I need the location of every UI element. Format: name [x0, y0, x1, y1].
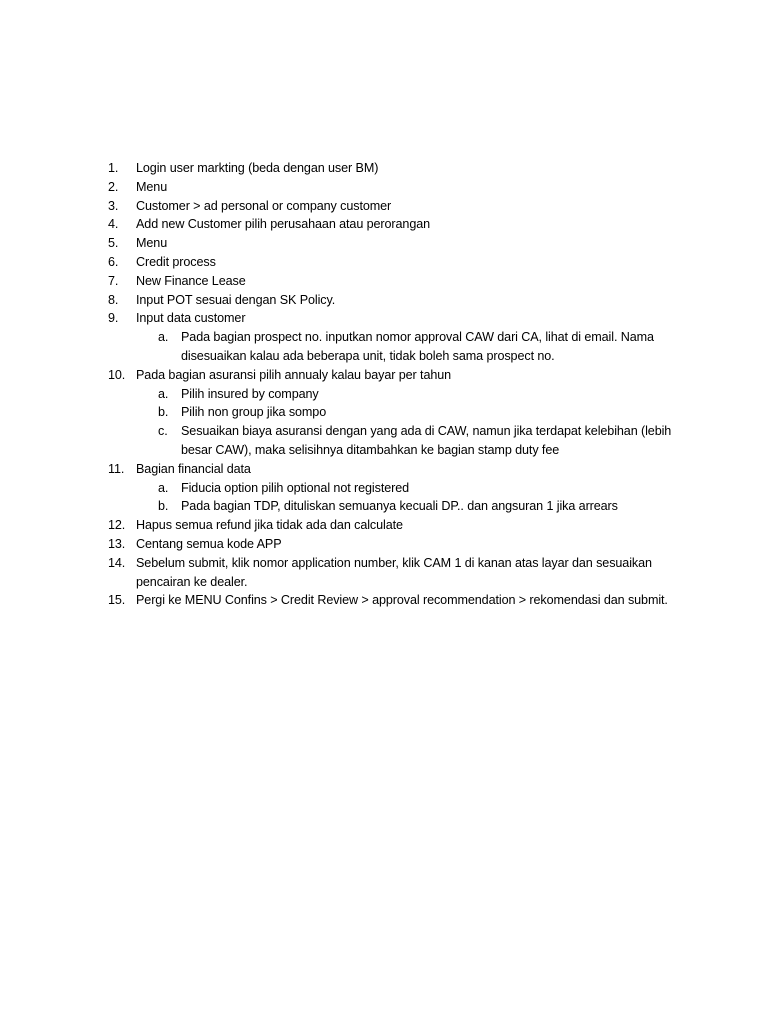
sub-list-letter: a.	[158, 330, 169, 345]
list-text: Customer > ad personal or company customer	[136, 198, 392, 213]
list-text: Input data customer	[136, 311, 246, 326]
list-number: 11.	[108, 461, 125, 476]
list-text: Input POT sesuai dengan SK Policy.	[136, 292, 336, 307]
list-number: 15.	[108, 593, 126, 608]
list-item	[108, 197, 708, 216]
list-number: 3.	[108, 198, 119, 213]
list-text: Hapus semua refund jika tidak ada dan calculate	[136, 518, 403, 533]
list-item	[108, 309, 708, 328]
sub-list-letter: c.	[158, 424, 168, 439]
list-text: Pergi ke MENU Confins > Credit Review > approval recommendation > rekomendasi dan submit.	[136, 593, 668, 608]
list-text: Centang semua kode APP	[136, 536, 282, 551]
list-number: 1.	[108, 161, 119, 175]
list-item	[108, 234, 708, 253]
list-item	[108, 516, 708, 535]
list-number: 10.	[108, 367, 126, 382]
sub-list-text: Fiducia option pilih optional not registered	[181, 480, 410, 495]
list-text: Pada bagian asuransi pilih annualy kalau bayar per tahun	[136, 367, 452, 382]
list-number: 9.	[108, 311, 119, 326]
list-item	[108, 178, 708, 197]
list-item	[108, 291, 708, 310]
list-number: 7.	[108, 273, 119, 288]
sub-list-text: Pilih insured by company	[181, 386, 319, 401]
list-item	[108, 554, 708, 592]
sub-list-text: Pilih non group jika sompo	[181, 405, 327, 420]
sub-list-item	[158, 328, 708, 366]
list-number: 6.	[108, 254, 119, 269]
list-number: 8.	[108, 292, 119, 307]
sub-list-item	[158, 497, 708, 516]
sub-list-text: Pada bagian TDP, dituliskan semuanya kecuali DP.. dan angsuran 1 jika arrears	[181, 499, 618, 514]
sub-list-item	[158, 479, 708, 498]
sub-list-letter: a.	[158, 480, 169, 495]
sub-list-text: Pada bagian prospect no. inputkan nomor approval CAW dari CA, lihat di email. Nama disesuaikan kalau ada beberapa unit, tidak boleh sama prospect no.	[181, 330, 654, 363]
list-number: 14.	[108, 555, 126, 570]
list-text: Sebelum submit, klik nomor application number, klik CAM 1 di kanan atas layar dan sesuaikan pencairan ke dealer.	[136, 555, 652, 589]
list-text: Menu	[136, 179, 168, 194]
list-text: Login user markting (beda dengan user BM)	[136, 161, 379, 175]
list-number: 2.	[108, 179, 119, 194]
list-number: 13.	[108, 536, 126, 551]
list-text: New Finance Lease	[136, 273, 246, 288]
list-item	[108, 272, 708, 291]
list-text: Bagian financial data	[136, 461, 251, 476]
sub-list-item	[158, 403, 708, 422]
list-number: 5.	[108, 236, 119, 251]
list-text: Add new Customer pilih perusahaan atau perorangan	[136, 217, 431, 232]
list-item	[108, 215, 708, 234]
sub-list-item	[158, 422, 708, 460]
sub-list-text: Sesuaikan biaya asuransi dengan yang ada di CAW, namun jika terdapat kelebihan (lebih besar CAW), maka selisihnya ditambahkan ke bagian stamp duty fee	[181, 424, 672, 457]
list-number: 12.	[108, 518, 126, 533]
sub-list-letter: b.	[158, 499, 169, 514]
numbered-list	[108, 159, 708, 610]
sub-list-letter: b.	[158, 405, 169, 420]
list-text: Menu	[136, 236, 168, 251]
list-number: 4.	[108, 217, 119, 232]
list-text: Credit process	[136, 254, 216, 269]
sub-list-item	[158, 385, 708, 404]
list-item	[108, 591, 708, 610]
list-item	[108, 253, 708, 272]
list-item	[108, 535, 708, 554]
list-item	[108, 460, 708, 479]
sub-list-letter: a.	[158, 386, 169, 401]
list-item	[108, 366, 708, 385]
list-item	[108, 159, 708, 178]
